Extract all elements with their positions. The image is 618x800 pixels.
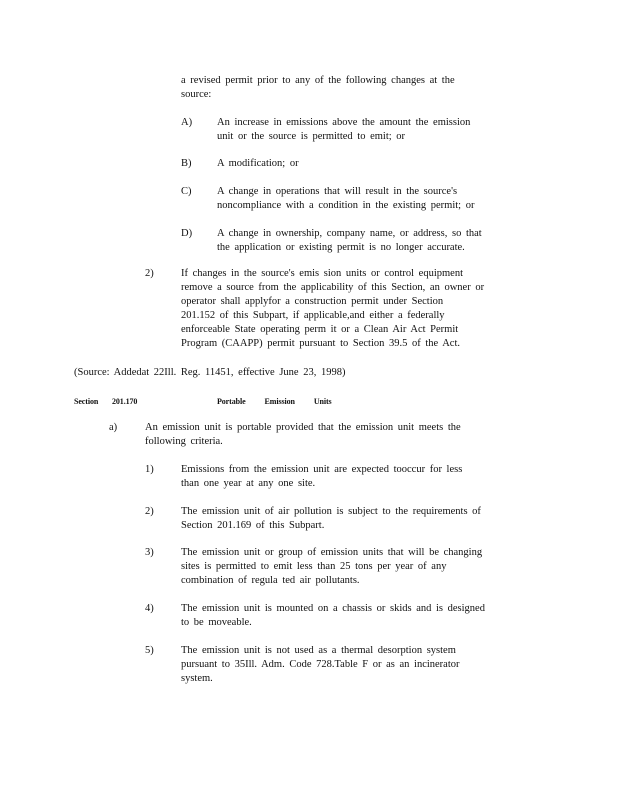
item-2-line-1: If changes in the source's emis sion units or control equipment <box>181 268 464 279</box>
criterion-3-label: 3) <box>145 547 154 558</box>
criterion-3-line-3: combination of regula ted air pollutants. <box>181 575 360 586</box>
change-c-line-2: noncompliance with a condition in the existing permit; or <box>217 200 475 211</box>
item-2-line-4: 201.152 of this Subpart, if applicable,and either a federally <box>181 310 445 321</box>
criterion-3-line-1: The emission unit or group of emission units that will be changing <box>181 547 483 558</box>
criterion-5-label: 5) <box>145 645 154 656</box>
change-a-line-2: unit or the source is permitted to emit; or <box>217 131 406 142</box>
item-2-line-2: remove a source from the applicability of this Section, an owner or <box>181 282 485 293</box>
intro-line-2: source: <box>181 89 212 100</box>
criterion-4-line-2: to be moveable. <box>181 617 252 628</box>
criterion-4-line-1: The emission unit is mounted on a chassis or skids and is designed <box>181 603 485 614</box>
subsection-a-line-1: An emission unit is portable provided that the emission unit meets the <box>145 422 461 433</box>
criterion-2-line-1: The emission unit of air pollution is subject to the requirements of <box>181 506 481 517</box>
item-2-line-3: operator shall applyfor a construction permit under Section <box>181 296 444 307</box>
subsection-a-label: a) <box>109 422 118 433</box>
change-d-label: D) <box>181 228 193 239</box>
change-d-line-1: A change in ownership, company name, or address, so that <box>217 228 482 239</box>
change-c-line-1: A change in operations that will result in the source's <box>217 186 458 197</box>
criterion-1-line-1: Emissions from the emission unit are expected tooccur for less <box>181 464 463 475</box>
change-c-label: C) <box>181 186 192 197</box>
criterion-5-line-2: pursuant to 35Ill. Adm. Code 728.Table F or as an incinerator <box>181 659 460 670</box>
change-b-label: B) <box>181 158 192 169</box>
source-note: (Source: Addedat 22Ill. Reg. 11451, effective June 23, 1998) <box>74 367 346 378</box>
criterion-1-label: 1) <box>145 464 154 475</box>
criterion-4-label: 4) <box>145 603 154 614</box>
change-a-line-1: An increase in emissions above the amount the emission <box>217 117 471 128</box>
criterion-5-line-1: The emission unit is not used as a thermal desorption system <box>181 645 456 656</box>
item-2-line-6: Program (CAAPP) permit pursuant to Section 39.5 of the Act. <box>181 338 461 349</box>
criterion-1-line-2: than one year at any one site. <box>181 478 316 489</box>
change-a-label: A) <box>181 117 193 128</box>
subsection-a-line-2: following criteria. <box>145 436 223 447</box>
criterion-2-line-2: Section 201.169 of this Subpart. <box>181 520 325 531</box>
intro-line-1: a revised permit prior to any of the following changes at the <box>181 75 455 86</box>
item-2-label: 2) <box>145 268 154 279</box>
item-2-line-5: enforceable State operating perm it or a Clean Air Act Permit <box>181 324 459 335</box>
change-d-line-2: the application or existing permit is no longer accurate. <box>217 242 465 253</box>
criterion-3-line-2: sites is permitted to emit less than 25 tons per year of any <box>181 561 447 572</box>
section-label: Section <box>74 397 99 406</box>
criterion-2-label: 2) <box>145 506 154 517</box>
criterion-5-line-3: system. <box>181 673 213 684</box>
section-title: Portable Emission Units <box>217 397 332 406</box>
section-number: 201.170 <box>112 397 138 406</box>
change-b-line-1: A modification; or <box>217 158 299 169</box>
